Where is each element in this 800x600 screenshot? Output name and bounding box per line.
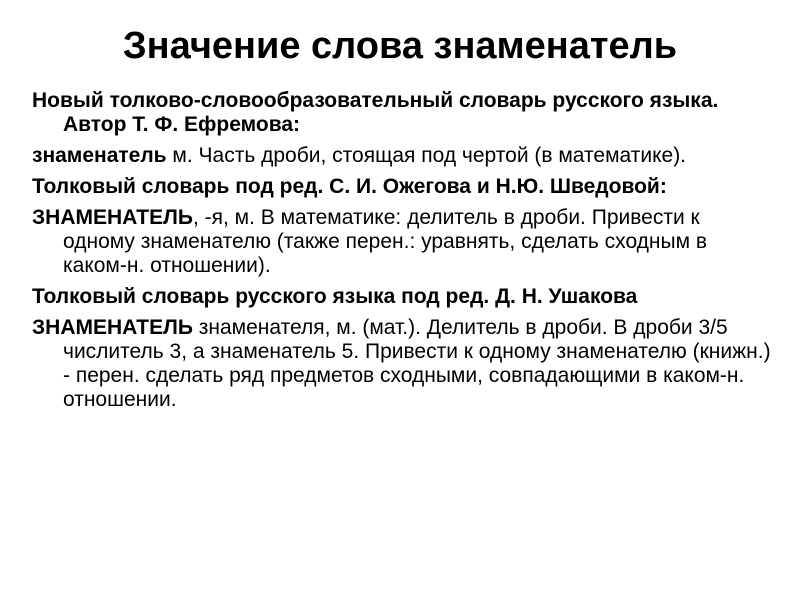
source-ozhegov [32,175,772,199]
headword: знаменатель [32,144,167,167]
definition-efremova [32,144,772,168]
definition-ushakov [32,316,772,412]
source-text: Толковый словарь русского языка под ред. Д. Н. Ушакова [32,285,638,308]
source-ushakov [32,285,772,309]
definition-text: м. Часть дроби, стоящая под чертой (в математике). [166,144,687,167]
slide-title: Значение слова знаменатель [122,25,678,67]
dictionary-entries [32,89,772,419]
headword: ЗНАМЕНАТЕЛЬ [32,316,193,339]
source-efremova [32,89,772,137]
headword: ЗНАМЕНАТЕЛЬ [32,206,193,229]
definition-ozhegov [32,206,772,278]
source-text: Новый толково-словообразовательный словарь русского языка. Автор Т. Ф. Ефремова: [32,89,719,136]
definition-text: знаменателя, м. (мат.). Делитель в дроби. В дроби 3/5 числитель 3, а знаменатель 5. Привести к одному знаменателю (книжн.) - перен. сделать ряд предметов сходными, совпадающими в каком-н. отношении. [63,316,771,411]
source-text: Толковый словарь под ред. С. И. Ожегова и Н.Ю. Шведовой: [32,175,667,198]
definition-text: , -я, м. В математике: делитель в дроби. Привести к одному знаменателю (также перен.: уравнять, сделать сходным в каком-н. отношении). [63,206,708,277]
